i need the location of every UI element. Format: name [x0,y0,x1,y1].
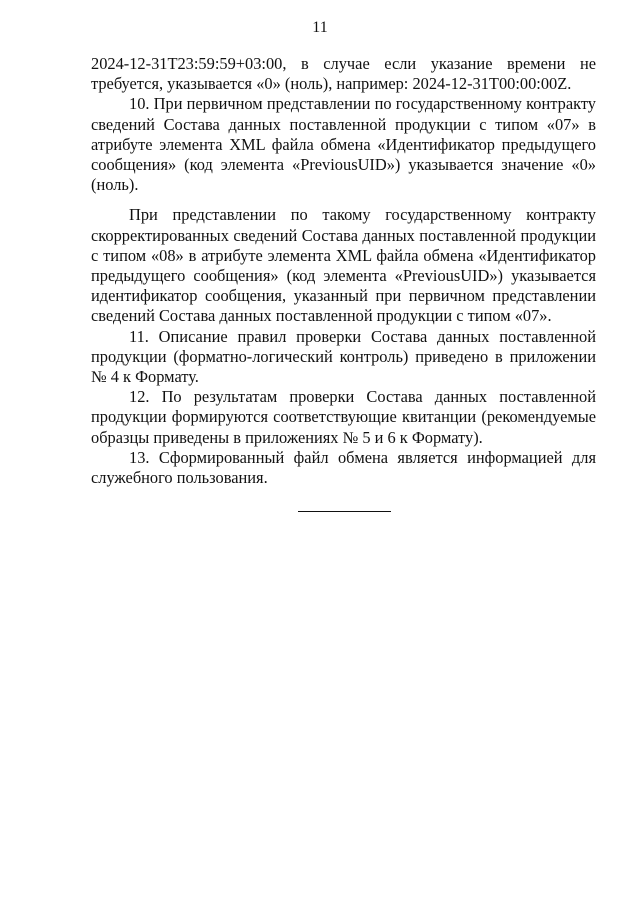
paragraph-item-10: 10. При первичном представлении по государственному контракту сведений Состава данных поставленной продукции с типом «07» в атрибуте элемента XML файла обмена «Идентификатор предыдущего сообщения» (код элемента «PreviousUID») указывается значение «0» (ноль). [91,94,596,195]
paragraph-item-11: 11. Описание правил проверки Состава данных поставленной продукции (форматно-логический контроль) приведено в приложении № 4 к Формату. [91,326,596,387]
paragraph-item-12: 12. По результатам проверки Состава данных поставленной продукции формируются соответствующие квитанции (рекомендуемые образцы приведены в приложениях № 5 и 6 к Формату). [91,387,596,447]
paragraph-item-13: 13. Сформированный файл обмена является информацией для служебного пользования. [91,447,596,488]
paragraph-item-10-correction: При представлении по такому государственному контракту скорректированных сведений Состава данных поставленной продукции с типом «08» в атрибуте элемента XML файла обмена «Идентификатор предыдущего сообщения» (код элемента «PreviousUID») указывается идентификатор сообщения, указанный при первичном представлении сведений Состава данных поставленной продукции с типом «07». [91,205,596,326]
end-of-document-rule [298,511,391,512]
page-number: 11 [312,19,328,36]
paragraph-continuation: 2024-12-31T23:59:59+03:00, в случае если указание времени не требуется, указывается «0» (ноль), например: 2024-12-31T00:00:00Z. [91,54,596,94]
document-body [91,54,596,488]
